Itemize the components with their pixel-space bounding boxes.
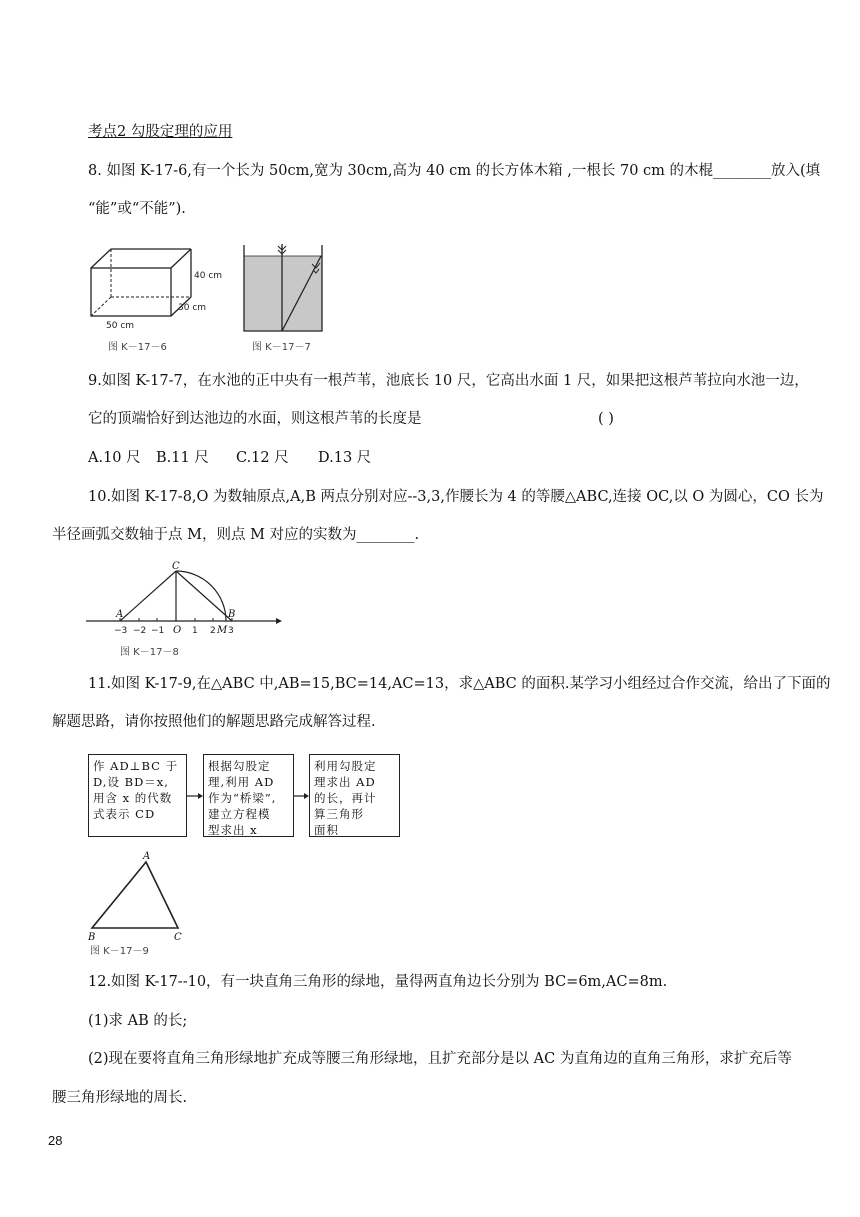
fig8-point-b: B <box>228 609 236 620</box>
figure-k17-8 <box>86 560 286 660</box>
figure-k17-9 <box>86 848 196 958</box>
fig8-tick--3: −3 <box>114 626 128 636</box>
fig8-tick-3: 3 <box>228 626 234 636</box>
fig8-point-c: C <box>172 561 180 572</box>
fig6-length-label: 50 cm <box>106 321 135 331</box>
figure-k17-6 <box>86 242 226 354</box>
flow-arrows <box>187 791 407 801</box>
page-number: 28 <box>48 1133 63 1148</box>
q12-part1: (1)求 AB 的长; <box>88 1013 188 1029</box>
q12-part2-line2: 腰三角形绿地的周长. <box>52 1090 188 1106</box>
fig9-point-a: A <box>143 851 151 862</box>
q9-option-b: B.11 尺 <box>156 450 209 466</box>
figure-k17-7 <box>240 242 340 354</box>
fig9-point-c: C <box>174 932 182 943</box>
q9-option-c: C.12 尺 <box>236 450 289 466</box>
flow-step-1: 作 AD⊥BC 于 D,设 BD＝x, 用含 x 的代数 式表示 CD <box>88 754 187 837</box>
flow-step-3: 利用勾股定 理求出 AD 的长，再计 算三角形 面积 <box>309 754 400 837</box>
fig8-tick-2: 2 <box>210 626 216 636</box>
fig8-tick--2: −2 <box>133 626 147 636</box>
fig8-tick-m: M <box>217 625 228 636</box>
q9-answer-bracket: ( ) <box>598 411 614 427</box>
q8-line1: 8. 如图 K-17-6,有一个长为 50cm,宽为 30cm,高为 40 cm 的长方体木箱 ,一根长 70 cm 的木棍________放入(填 <box>88 163 821 179</box>
fig8-tick--1: −1 <box>151 626 165 636</box>
fig6-width-label: 30 cm <box>178 303 207 313</box>
fig8-tick-o: O <box>173 625 182 636</box>
fig8-point-a: A <box>116 609 124 620</box>
q9-option-a: A.10 尺 <box>88 450 141 466</box>
q9-option-d: D.13 尺 <box>318 450 372 466</box>
q12-part2-line1: (2)现在要将直角三角形绿地扩充成等腰三角形绿地，且扩充部分是以 AC 为直角边的直角三角形，求扩充后等 <box>88 1051 792 1067</box>
fig8-tick-1: 1 <box>192 626 198 636</box>
q11-line2: 解题思路，请你按照他们的解题思路完成解答过程. <box>52 714 376 730</box>
q9-line2: 它的顶端恰好到达池边的水面，则这根芦苇的长度是 <box>88 411 422 427</box>
fig7-caption: 图 K－17－7 <box>252 342 311 353</box>
flow-step-2: 根据勾股定 理,利用 AD 作为“桥梁”, 建立方程模 型求出 x <box>203 754 294 837</box>
q8-line2: “能”或“不能”). <box>88 201 186 217</box>
q12-line1: 12.如图 K-17--10，有一块直角三角形的绿地，量得两直角边长分别为 BC=6m,AC=8m. <box>88 974 668 990</box>
q10-line1: 10.如图 K-17-8,O 为数轴原点,A,B 两点分别对应--3,3,作腰长为 4 的等腰△ABC,连接 OC,以 O 为圆心，CO 长为 <box>88 489 824 505</box>
fig9-point-b: B <box>88 932 96 943</box>
fig6-height-label: 40 cm <box>194 271 223 281</box>
fig8-caption: 图 K－17－8 <box>120 647 179 658</box>
fig9-caption: 图 K－17－9 <box>90 946 149 957</box>
q10-line2: 半径画弧交数轴于点 M，则点 M 对应的实数为________. <box>52 527 420 543</box>
section-title: 考点2 勾股定理的应用 <box>88 124 233 140</box>
fig6-caption: 图 K－17－6 <box>108 342 167 353</box>
q9-line1: 9.如图 K-17-7，在水池的正中央有一根芦苇，池底长 10 尺，它高出水面 1 尺，如果把这根芦苇拉向水池一边， <box>88 373 809 389</box>
q11-line1: 11.如图 K-17-9,在△ABC 中,AB=15,BC=14,AC=13，求△ABC 的面积.某学习小组经过合作交流，给出了下面的 <box>88 676 831 692</box>
